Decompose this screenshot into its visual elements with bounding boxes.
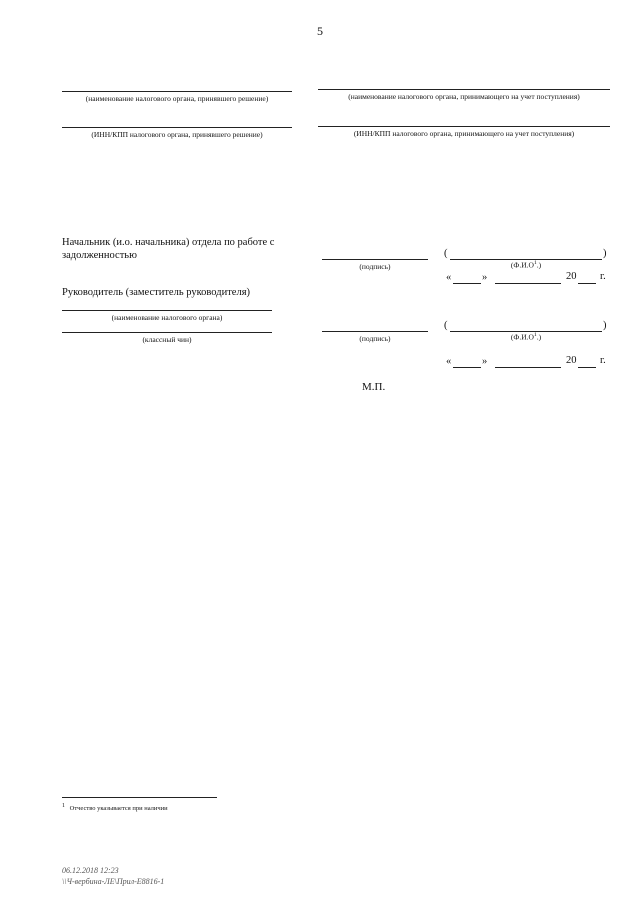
signer2-org-line xyxy=(62,310,272,311)
footnote-mark: 1 xyxy=(62,803,65,809)
signer1-month-line xyxy=(495,283,561,284)
signer2-paren-open: ( xyxy=(444,320,448,331)
signer2-year-prefix: 20 xyxy=(566,355,577,366)
footnote-text: Отчество указывается при наличии xyxy=(69,805,168,813)
signer1-signature-line xyxy=(322,259,428,260)
signer1-title-line2: задолженностью xyxy=(62,250,137,261)
signer1-year-suffix: г. xyxy=(600,271,606,282)
signer1-quote-close: » xyxy=(482,272,488,283)
top-right-org-caption: (наименование налогового органа, принимающего на учет поступления) xyxy=(348,92,580,101)
top-right-inn-caption: (ИНН/КПП налогового органа, принимающего на учет поступления) xyxy=(353,129,575,138)
signer2-signature-caption: (подпись) xyxy=(359,334,391,343)
signer2-rank-caption: (классный чин) xyxy=(142,335,192,344)
top-left-org-caption: (наименование налогового органа, принявшего решение) xyxy=(85,94,269,103)
signer1-title-line1: Начальник (и.о. начальника) отдела по работе с xyxy=(62,237,275,248)
top-left-inn-caption: (ИНН/КПП налогового органа, принявшего решение) xyxy=(91,130,263,139)
signer2-quote-close: » xyxy=(482,356,488,367)
signer2-title: Руководитель (заместитель руководителя) xyxy=(62,287,251,298)
signer1-quote-open: « xyxy=(446,272,452,283)
signer2-month-line xyxy=(495,367,561,368)
top-left-org-line xyxy=(62,91,292,92)
scan-timestamp: 06.12.2018 12:23 xyxy=(62,866,119,875)
stamp-place: М.П. xyxy=(362,381,386,393)
scan-path: \\Ч-вербина-ЛЕ\Прил-Е8816-1 xyxy=(62,877,165,886)
signer1-paren-close: ) xyxy=(603,248,607,259)
signer2-year-line xyxy=(578,367,596,368)
top-right-org-line xyxy=(318,89,610,90)
signer2-signature-line xyxy=(322,331,428,332)
top-left-inn-line xyxy=(62,127,292,128)
signer1-year-line xyxy=(578,283,596,284)
top-right-inn-line xyxy=(318,126,610,127)
footnote xyxy=(62,803,168,812)
signer1-day-line xyxy=(453,283,481,284)
signer2-fio-footnote-mark: 1 xyxy=(533,332,537,338)
signer1-fio-footnote-mark: 1 xyxy=(533,260,537,266)
signer1-year-prefix: 20 xyxy=(566,271,577,282)
signer2-rank-line xyxy=(62,332,272,333)
signer1-signature-caption: (подпись) xyxy=(359,262,391,271)
signer2-quote-open: « xyxy=(446,356,452,367)
signer1-paren-open: ( xyxy=(444,248,448,259)
page-number: 5 xyxy=(317,24,323,38)
signer2-paren-close: ) xyxy=(603,320,607,331)
signer2-year-suffix: г. xyxy=(600,355,606,366)
footnote-separator xyxy=(62,797,217,798)
signer1-fio-caption: $(Ф.И.О^1.)$ xyxy=(510,260,542,270)
signer2-day-line xyxy=(453,367,481,368)
signer2-fio-caption: $(Ф.И.О^1.)$ xyxy=(510,332,542,342)
signer2-org-caption: (наименование налогового органа) xyxy=(111,313,223,322)
